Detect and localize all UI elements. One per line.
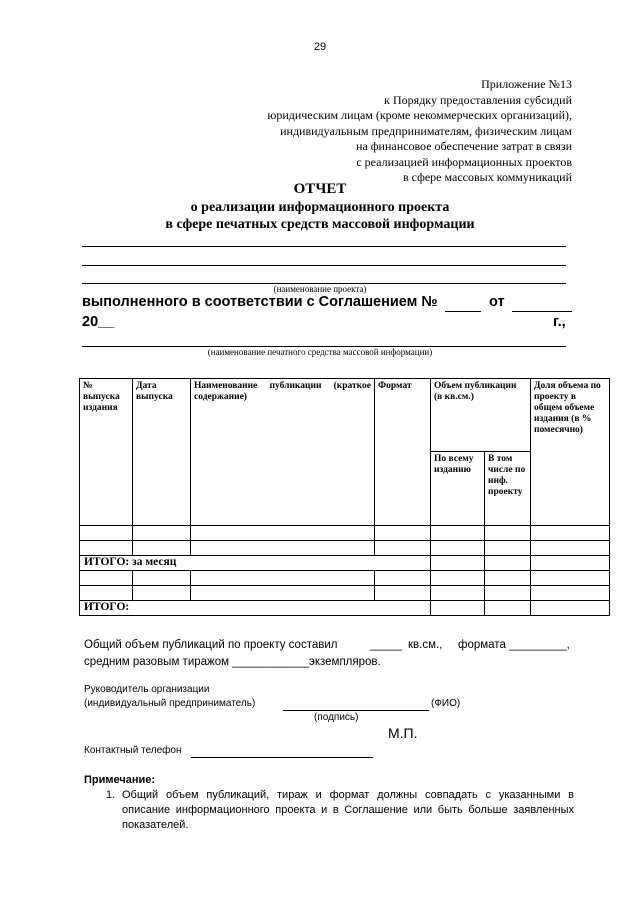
table-row-total — [80, 601, 610, 616]
table-cell[interactable] — [133, 541, 191, 556]
appendix-header — [267, 77, 572, 186]
summary-volume-label: Общий объем публикаций по проекту составил — [84, 639, 338, 651]
appendix-line: индивидуальным предпринимателям, физическим лицам — [280, 123, 572, 138]
table-cell[interactable] — [191, 586, 375, 601]
project-name-caption: (наименование проекта) — [273, 284, 367, 294]
appendix-line: юридическим лицам (кроме некоммерческих организаций), — [267, 108, 572, 122]
agreement-number-blank[interactable] — [445, 311, 481, 312]
agreement-text: выполненного в соответствии с Соглашением № — [82, 294, 438, 310]
table-cell[interactable] — [431, 556, 485, 571]
table-cell[interactable] — [80, 541, 133, 556]
signature-caption: (подпись) — [314, 712, 359, 723]
table-cell[interactable] — [485, 541, 531, 556]
table-cell[interactable] — [431, 586, 485, 601]
col-volume-total: По всему изданию — [431, 452, 485, 526]
col-issue-number: № выпуска издания — [80, 379, 133, 526]
media-name-caption: (наименование печатного средства массовой информации) — [207, 347, 433, 357]
table-row-total-month — [80, 556, 610, 571]
col-format: Формат — [375, 379, 431, 526]
table-cell[interactable] — [531, 526, 610, 541]
summary-volume-blank[interactable]: _____ — [370, 639, 402, 651]
table-cell[interactable] — [375, 526, 431, 541]
appendix-line: к Порядку предоставления субсидий — [384, 92, 572, 107]
table-cell[interactable] — [485, 601, 531, 616]
table-row — [80, 541, 610, 556]
appendix-line: на финансовое обеспечение затрат в связи — [356, 139, 572, 153]
table-cell[interactable] — [431, 571, 485, 586]
table-cell[interactable] — [485, 556, 531, 571]
table-cell[interactable] — [133, 526, 191, 541]
project-name-line-2[interactable] — [82, 265, 566, 266]
col-publication-name: Наименование публикации (краткое содержание) — [191, 379, 375, 526]
appendix-line: в сфере массовых коммуникаций — [402, 170, 572, 184]
table-cell[interactable] — [431, 526, 485, 541]
project-name-line-1[interactable] — [82, 246, 566, 247]
table-cell[interactable] — [485, 571, 531, 586]
table-cell[interactable] — [191, 526, 375, 541]
table-cell[interactable] — [485, 526, 531, 541]
report-subtitle: о реализации информационного проекта — [190, 200, 450, 215]
col-share: Доля объема по проекту в общем объеме издания (в % помесячно) — [531, 379, 610, 526]
agreement-year: 20__ — [82, 314, 115, 330]
contact-phone-label: Контактный телефон — [84, 745, 182, 756]
total-label: ИТОГО: — [80, 601, 431, 616]
summary-format[interactable]: формата _________, — [458, 639, 570, 651]
contact-phone-line[interactable] — [191, 757, 373, 758]
table-cell[interactable] — [531, 571, 610, 586]
total-month-label: ИТОГО: за месяц — [80, 556, 431, 571]
table-cell[interactable] — [375, 571, 431, 586]
table-cell[interactable] — [191, 571, 375, 586]
fio-label: (ФИО) — [431, 698, 461, 709]
table-cell[interactable] — [431, 541, 485, 556]
summary-circulation[interactable]: средним разовым тиражом ____________экземпляров. — [84, 656, 381, 668]
table-cell[interactable] — [375, 541, 431, 556]
table-cell[interactable] — [133, 571, 191, 586]
report-title: ОТЧЕТ — [293, 181, 347, 197]
appendix-line: Приложение №13 — [481, 77, 572, 91]
table-row — [80, 586, 610, 601]
table-cell[interactable] — [375, 586, 431, 601]
table-row — [80, 526, 610, 541]
col-volume: Объем публикации (в кв.см.) — [431, 379, 531, 452]
table-cell[interactable] — [531, 541, 610, 556]
table-cell[interactable] — [80, 586, 133, 601]
table-cell[interactable] — [485, 586, 531, 601]
table-cell[interactable] — [133, 586, 191, 601]
appendix-line: с реализацией информационных проектов — [356, 154, 572, 169]
agreement-date-blank[interactable] — [512, 311, 572, 312]
note-text: Общий объем публикаций, тираж и формат должны совпадать с указанными в описание информационного проекта и в Соглашение или быть больше заявленных показателей. — [122, 789, 574, 831]
note-number: 1. — [106, 789, 116, 801]
table-cell[interactable] — [531, 601, 610, 616]
col-volume-project: В том числе по инф. проекту — [485, 452, 531, 526]
note-title: Примечание: — [84, 774, 156, 786]
summary-volume-unit: кв.см., — [408, 639, 443, 651]
head-label-ip: (индивидуальный предприниматель) — [84, 698, 256, 709]
publications-table — [79, 378, 610, 616]
page-number: 29 — [313, 41, 327, 53]
table-cell[interactable] — [191, 541, 375, 556]
signature-line[interactable] — [283, 710, 429, 711]
agreement-from: от — [489, 294, 505, 310]
agreement-year-suffix: г., — [553, 314, 566, 330]
head-label: Руководитель организации — [84, 684, 210, 695]
report-subtitle-2: в сфере печатных средств массовой информации — [165, 217, 475, 232]
table-row — [80, 571, 610, 586]
table-cell[interactable] — [531, 556, 610, 571]
table-cell[interactable] — [531, 586, 610, 601]
table-cell[interactable] — [431, 601, 485, 616]
table-cell[interactable] — [80, 571, 133, 586]
stamp-label: М.П. — [388, 725, 418, 741]
col-issue-date: Дата выпуска — [133, 379, 191, 526]
table-cell[interactable] — [80, 526, 133, 541]
